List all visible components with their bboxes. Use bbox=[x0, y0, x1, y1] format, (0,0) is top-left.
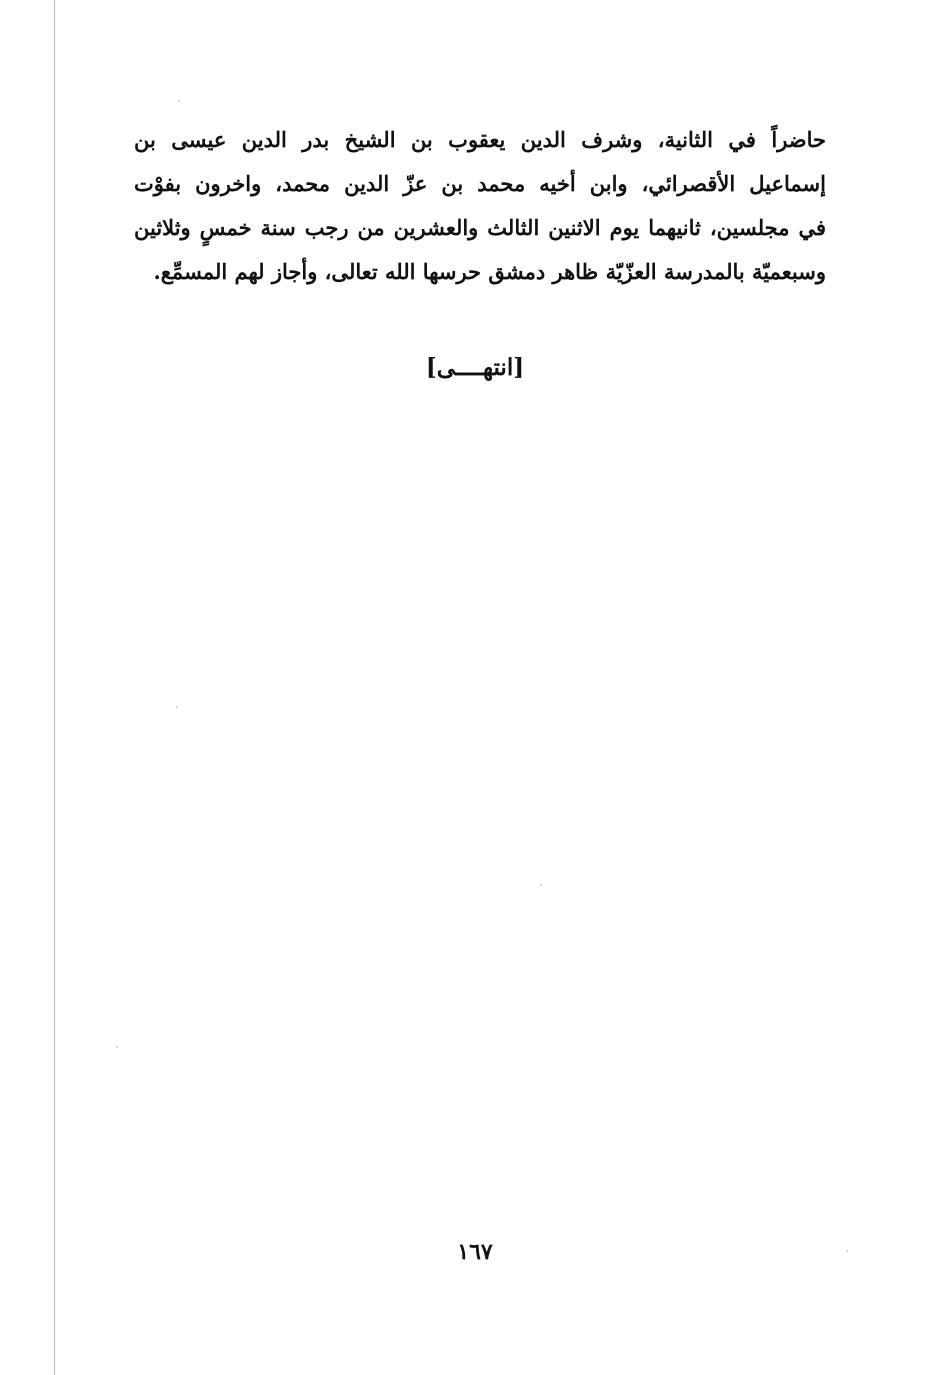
scan-speck bbox=[176, 706, 178, 708]
end-marker: [انتهــــى] bbox=[425, 354, 525, 381]
paragraph-line-2: إسماعيل الأقصرائي، وابن أخيه محمد بن عزّ الدين محمد، واخرون بفوْت bbox=[134, 171, 826, 196]
paragraph-line-3: في مجلسين، ثانيهما يوم الاثنين الثالث والعشرين من رجب سنة خمسٍ وثلاثين bbox=[134, 215, 826, 240]
scan-speck bbox=[540, 884, 542, 886]
paragraph-line-1: حاضراً في الثانية، وشرف الدين يعقوب بن الشيخ بدر الدين عيسى بن bbox=[134, 127, 826, 152]
page-number: ١٦٧ bbox=[457, 1239, 493, 1265]
page-margin-line bbox=[54, 0, 55, 1375]
scan-speck bbox=[116, 1046, 118, 1048]
paragraph-line-4: وسبعميّة بالمدرسة العزّيّة ظاهر دمشق حرسها الله تعالى، وأجاز لهم المسمِّع. bbox=[153, 259, 826, 284]
main-paragraph bbox=[134, 118, 826, 294]
scan-speck bbox=[178, 100, 180, 102]
scan-speck bbox=[846, 1250, 848, 1252]
